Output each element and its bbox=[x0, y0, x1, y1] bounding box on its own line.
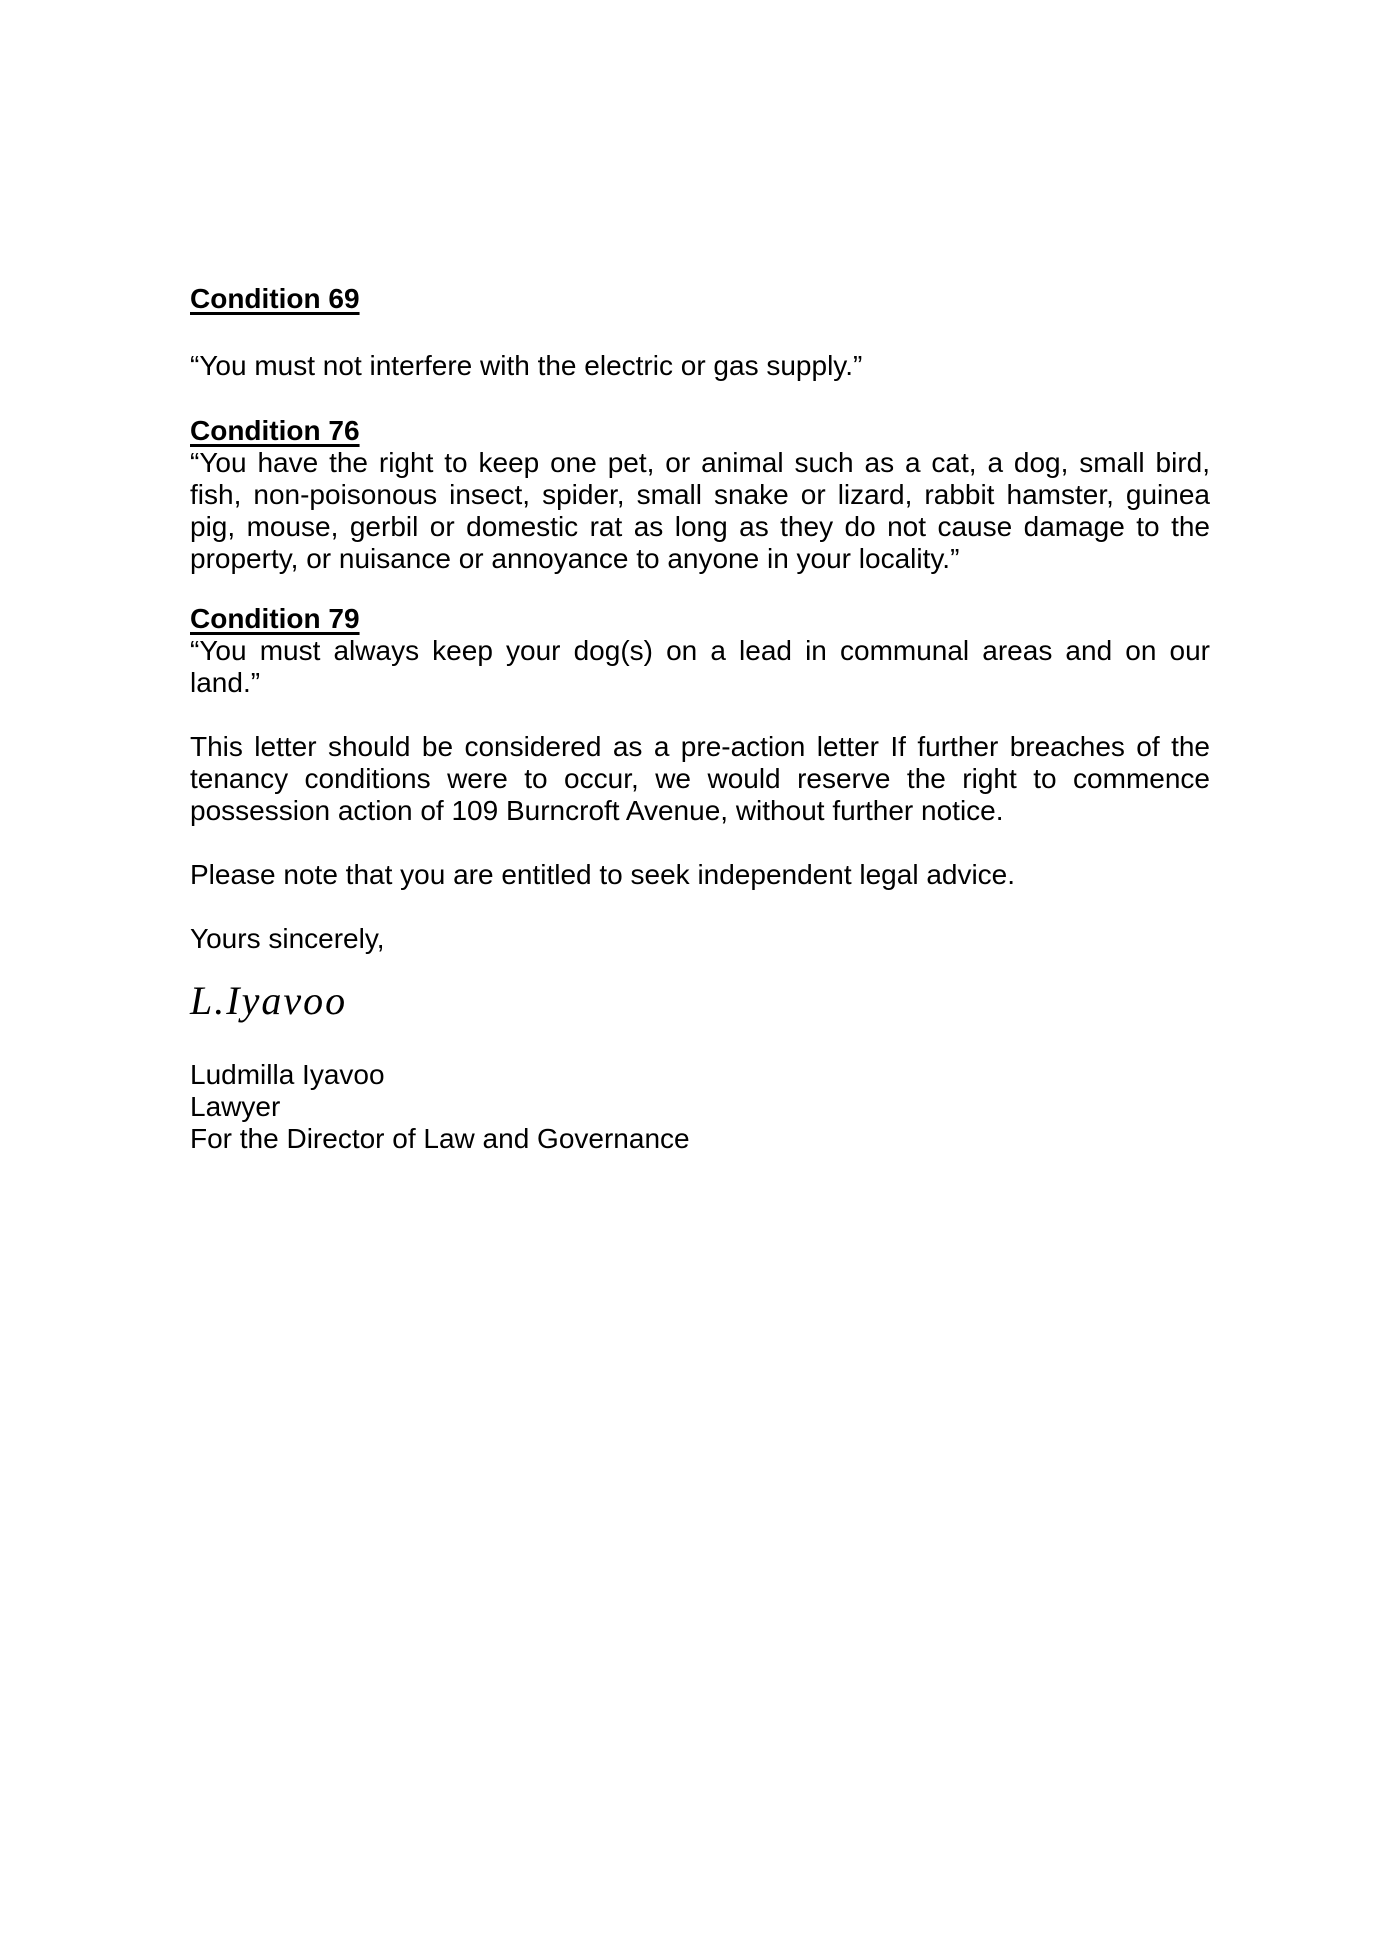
preaction-paragraph bbox=[190, 731, 1210, 827]
text-line: This letter should be considered as a pre-action letter If further breaches of the bbox=[190, 731, 1210, 762]
signer-title: Lawyer bbox=[190, 1091, 281, 1122]
condition-76-heading: Condition 76 bbox=[190, 415, 360, 446]
text-line: pig, mouse, gerbil or domestic rat as long as they do not cause damage to the bbox=[190, 511, 1210, 542]
text-line: land.” bbox=[190, 667, 261, 698]
condition-79-heading: Condition 79 bbox=[190, 603, 360, 634]
signature-script: L.Iyavoo bbox=[190, 978, 348, 1023]
text-line: “You must always keep your dog(s) on a lead in communal areas and on our bbox=[190, 635, 1210, 666]
text-line: tenancy conditions were to occur, we would reserve the right to commence bbox=[190, 763, 1210, 794]
text-line: “You must not interfere with the electric or gas supply.” bbox=[190, 350, 863, 381]
signature-block bbox=[190, 1059, 1210, 1155]
letter-content bbox=[190, 283, 1210, 1155]
condition-79-body bbox=[190, 635, 1210, 699]
text-line: fish, non-poisonous insect, spider, small snake or lizard, rabbit hamster, guinea bbox=[190, 479, 1210, 510]
condition-69-body bbox=[190, 350, 1210, 382]
legal-advice-paragraph: Please note that you are entitled to seek independent legal advice. bbox=[190, 859, 1016, 890]
signer-name: Ludmilla Iyavoo bbox=[190, 1059, 385, 1090]
condition-69-heading: Condition 69 bbox=[190, 283, 360, 314]
condition-76-body bbox=[190, 447, 1210, 575]
text-line: property, or nuisance or annoyance to anyone in your locality.” bbox=[190, 543, 960, 574]
text-line: “You have the right to keep one pet, or animal such as a cat, a dog, small bird, bbox=[190, 447, 1210, 478]
text-line: possession action of 109 Burncroft Avenue, without further notice. bbox=[190, 795, 1004, 826]
closing-salutation: Yours sincerely, bbox=[190, 923, 385, 954]
signer-role: For the Director of Law and Governance bbox=[190, 1123, 690, 1154]
